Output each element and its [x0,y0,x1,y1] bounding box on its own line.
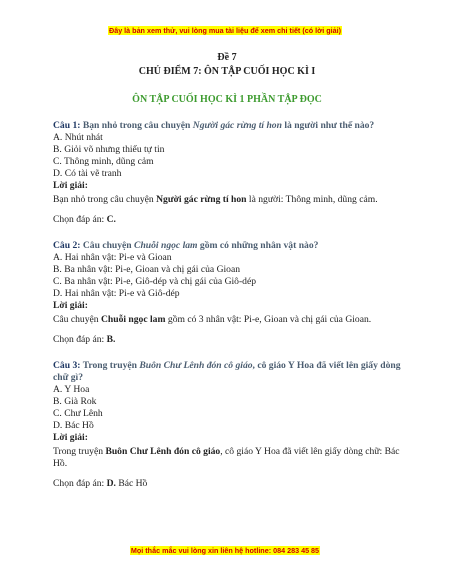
option-a: A. Hai nhân vật: Pi-e và Gioan [53,252,172,263]
solution-text: Trong truyện Buôn Chư Lênh đón cô giáo, cô giáo Y Hoa đã viết lên giấy dòng chữ: Bác Hồ. [53,446,400,469]
question-number: Câu 2: [53,240,81,251]
solution-text: Bạn nhỏ trong câu chuyện Người gác rừng tí hon là người: Thông minh, dũng cảm. [53,194,378,205]
solution-text: Câu chuyện Chuỗi ngọc lam gồm có 3 nhân vật: Pi-e, Gioan và chị gái của Gioan. [53,314,372,325]
option-c: C. Thông minh, dũng cảm [53,156,154,167]
option-b: B. Ba nhân vật: Pi-e, Gioan và chị gái của Gioan [53,264,241,275]
option-d: D. Hai nhân vật: Pi-e và Giô-dép [53,288,180,299]
solution-label: Lời giải: [53,432,88,443]
solution-label: Lời giải: [53,180,88,191]
option-c: C. Chư Lênh [53,408,103,419]
answer-line: Chọn đáp án: C. [53,214,116,225]
option-a: A. Nhút nhát [53,132,103,143]
document-page [53,52,401,490]
option-b: B. Già Rok [53,396,97,407]
question-3 [53,360,401,490]
section-title: ÔN TẬP CUỐI HỌC KÌ 1 PHẦN TẬP ĐỌC [132,94,322,105]
option-b: B. Giỏi võ nhưng thiếu tự tin [53,144,165,155]
option-d: D. Bác Hồ [53,420,94,431]
question-number: Câu 1: [53,120,81,131]
question-2-text: Câu 2: Câu chuyện Chuỗi ngọc lam gồm có những nhân vật nào? [53,240,319,251]
doc-number: Đề 7 [217,52,237,63]
question-2 [53,240,401,346]
question-1 [53,120,401,226]
answer-line: Chọn đáp án: D. Bác Hồ [53,478,148,489]
doc-title: CHỦ ĐIỂM 7: ÔN TẬP CUỐI HỌC KÌ I [138,66,316,77]
question-3-text: Câu 3: Trong truyện Buôn Chư Lênh đón cô giáo, cô giáo Y Hoa đã viết lên giấy dòng chữ gì? [53,360,401,383]
option-d: D. Có tài vẽ tranh [53,168,122,179]
preview-notice-banner: Đây là bản xem thử, vui lòng mua tài liệu để xem chi tiết (có lời giải) [109,26,341,35]
question-number: Câu 3: [53,360,81,371]
option-c: C. Ba nhân vật: Pi-e, Giô-dép và chị gái của Giô-dép [53,276,257,287]
answer-line: Chọn đáp án: B. [53,334,116,345]
solution-label: Lời giải: [53,300,88,311]
hotline-banner: Mọi thắc mắc vui lòng xin liên hệ hotline: 084 283 45 85 [130,546,320,555]
question-1-text: Câu 1: Bạn nhỏ trong câu chuyện Người gác rừng tí hon là người như thế nào? [53,120,375,131]
option-a: A. Y Hoa [53,384,90,395]
